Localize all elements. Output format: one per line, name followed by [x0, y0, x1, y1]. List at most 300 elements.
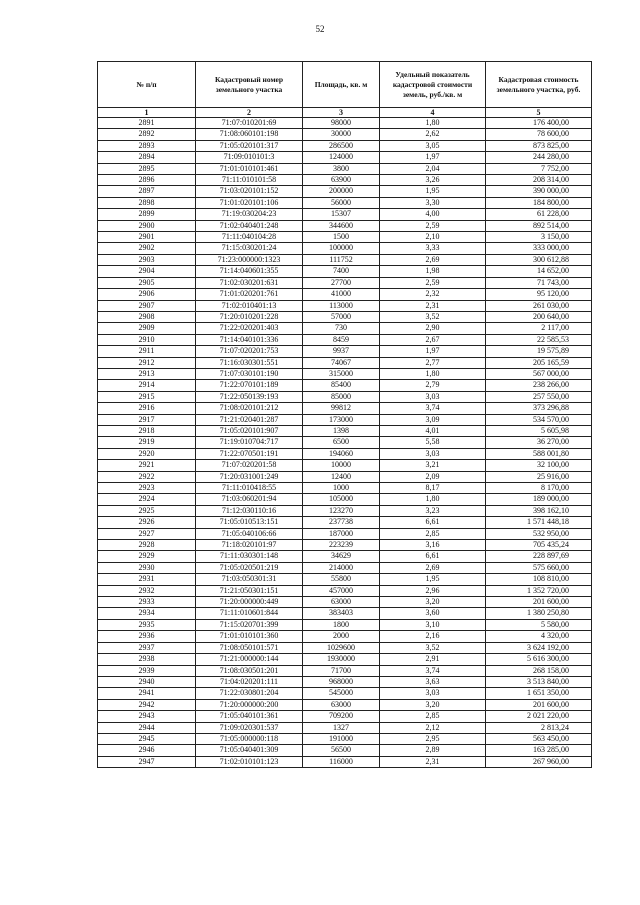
- cell-row-number: 2937: [98, 642, 196, 653]
- cell-area: 56000: [303, 197, 380, 208]
- cell-cadastral-value: 201 600,00: [486, 597, 592, 608]
- cell-row-number: 2926: [98, 517, 196, 528]
- table-row: [98, 619, 592, 630]
- cell-cadastral-value: 201 600,00: [486, 699, 592, 710]
- cell-cadastral-number: 71:22:030801:204: [196, 688, 303, 699]
- cell-row-number: 2928: [98, 540, 196, 551]
- cell-cadastral-value: 300 612,88: [486, 254, 592, 265]
- cell-row-number: 2902: [98, 243, 196, 254]
- cell-row-number: 2925: [98, 505, 196, 516]
- cell-row-number: 2933: [98, 597, 196, 608]
- cell-cadastral-number: 71:09:020301:537: [196, 722, 303, 733]
- cell-area: 56500: [303, 745, 380, 756]
- page-number: 52: [315, 24, 325, 34]
- cell-specific-value: 3,03: [380, 391, 486, 402]
- cell-cadastral-value: 1 651 350,00: [486, 688, 592, 699]
- cell-cadastral-number: 71:20:031001:249: [196, 471, 303, 482]
- cell-row-number: 2920: [98, 448, 196, 459]
- cell-cadastral-value: 257 550,00: [486, 391, 592, 402]
- cell-specific-value: 3,20: [380, 699, 486, 710]
- table-row: [98, 380, 592, 391]
- cell-specific-value: 3,16: [380, 540, 486, 551]
- cell-specific-value: 2,69: [380, 254, 486, 265]
- table-row: [98, 448, 592, 459]
- table-row: [98, 163, 592, 174]
- cell-cadastral-number: 71:05:020101:317: [196, 140, 303, 151]
- cell-specific-value: 3,63: [380, 676, 486, 687]
- cell-area: 124000: [303, 152, 380, 163]
- table-row: [98, 334, 592, 345]
- cell-cadastral-value: 176 400,00: [486, 118, 592, 129]
- cell-row-number: 2910: [98, 334, 196, 345]
- cell-specific-value: 2,96: [380, 585, 486, 596]
- table-row: [98, 483, 592, 494]
- cell-specific-value: 2,10: [380, 232, 486, 243]
- cell-specific-value: 2,31: [380, 756, 486, 767]
- cell-area: 63900: [303, 175, 380, 186]
- column-number: 4: [380, 108, 486, 118]
- cell-specific-value: 1,97: [380, 152, 486, 163]
- cell-cadastral-number: 71:03:060201:94: [196, 494, 303, 505]
- cell-cadastral-number: 71:21:020401:287: [196, 414, 303, 425]
- table-row: [98, 243, 592, 254]
- cell-row-number: 2947: [98, 756, 196, 767]
- cell-area: 34629: [303, 551, 380, 562]
- cell-cadastral-value: 2 021 220,00: [486, 711, 592, 722]
- cell-cadastral-value: 71 743,00: [486, 277, 592, 288]
- cell-cadastral-number: 71:07:010201:69: [196, 118, 303, 129]
- cell-cadastral-number: 71:20:000000:200: [196, 699, 303, 710]
- table-row: [98, 722, 592, 733]
- cell-cadastral-number: 71:05:040401:309: [196, 745, 303, 756]
- cell-cadastral-value: 78 600,00: [486, 129, 592, 140]
- cell-specific-value: 3,05: [380, 140, 486, 151]
- header-specific-value: Удельный показатель кадастровой стоимости земель, руб./кв. м: [380, 62, 486, 108]
- cell-row-number: 2940: [98, 676, 196, 687]
- column-number: 3: [303, 108, 380, 118]
- cell-cadastral-value: 2 813,24: [486, 722, 592, 733]
- cell-cadastral-number: 71:02:030201:631: [196, 277, 303, 288]
- cell-cadastral-value: 373 296,88: [486, 403, 592, 414]
- cell-row-number: 2939: [98, 665, 196, 676]
- table-row: [98, 517, 592, 528]
- table-row: [98, 254, 592, 265]
- cell-specific-value: 2,85: [380, 711, 486, 722]
- cell-row-number: 2938: [98, 654, 196, 665]
- cell-cadastral-number: 71:22:070501:191: [196, 448, 303, 459]
- table-row: [98, 368, 592, 379]
- cell-area: 545000: [303, 688, 380, 699]
- cell-cadastral-value: 205 165,59: [486, 357, 592, 368]
- cell-cadastral-value: 163 285,00: [486, 745, 592, 756]
- table-row: [98, 494, 592, 505]
- cell-cadastral-value: 238 266,00: [486, 380, 592, 391]
- cell-specific-value: 2,77: [380, 357, 486, 368]
- cell-area: 85000: [303, 391, 380, 402]
- cell-row-number: 2896: [98, 175, 196, 186]
- column-number: 5: [486, 108, 592, 118]
- cell-area: 111752: [303, 254, 380, 265]
- cell-cadastral-value: 1 571 448,18: [486, 517, 592, 528]
- cell-cadastral-value: 873 825,00: [486, 140, 592, 151]
- cell-area: 10000: [303, 460, 380, 471]
- cell-cadastral-value: 567 000,00: [486, 368, 592, 379]
- cell-cadastral-value: 19 575,89: [486, 346, 592, 357]
- cell-row-number: 2924: [98, 494, 196, 505]
- cell-specific-value: 2,59: [380, 277, 486, 288]
- cell-cadastral-number: 71:01:010101:461: [196, 163, 303, 174]
- cell-specific-value: 3,10: [380, 619, 486, 630]
- cell-area: 100000: [303, 243, 380, 254]
- cell-row-number: 2943: [98, 711, 196, 722]
- cell-cadastral-value: 3 624 192,00: [486, 642, 592, 653]
- cell-row-number: 2911: [98, 346, 196, 357]
- cell-cadastral-number: 71:18:020101:97: [196, 540, 303, 551]
- cell-cadastral-number: 71:05:040106:66: [196, 528, 303, 539]
- cell-area: 98000: [303, 118, 380, 129]
- cell-cadastral-number: 71:11:030301:148: [196, 551, 303, 562]
- cell-area: 1500: [303, 232, 380, 243]
- cell-area: 12400: [303, 471, 380, 482]
- table-row: [98, 699, 592, 710]
- cell-area: 15307: [303, 209, 380, 220]
- cell-row-number: 2946: [98, 745, 196, 756]
- cell-specific-value: 1,80: [380, 118, 486, 129]
- cell-row-number: 2893: [98, 140, 196, 151]
- cell-cadastral-number: 71:23:000000:1323: [196, 254, 303, 265]
- cell-specific-value: 4,00: [380, 209, 486, 220]
- cell-cadastral-value: 5 605,98: [486, 425, 592, 436]
- cell-specific-value: 3,74: [380, 665, 486, 676]
- cell-cadastral-value: 3 150,00: [486, 232, 592, 243]
- cell-row-number: 2915: [98, 391, 196, 402]
- cell-cadastral-number: 71:08:050101:571: [196, 642, 303, 653]
- cell-cadastral-number: 71:05:020101:907: [196, 425, 303, 436]
- cell-cadastral-number: 71:04:020201:111: [196, 676, 303, 687]
- cell-cadastral-number: 71:01:020101:106: [196, 197, 303, 208]
- table-row: [98, 403, 592, 414]
- cell-row-number: 2927: [98, 528, 196, 539]
- table-row: [98, 585, 592, 596]
- cell-area: 187000: [303, 528, 380, 539]
- cell-row-number: 2931: [98, 574, 196, 585]
- cell-area: 344600: [303, 220, 380, 231]
- cell-specific-value: 5,58: [380, 437, 486, 448]
- cell-area: 3800: [303, 163, 380, 174]
- table-row: [98, 688, 592, 699]
- cell-specific-value: 3,30: [380, 197, 486, 208]
- table-row: [98, 357, 592, 368]
- cell-specific-value: 3,52: [380, 642, 486, 653]
- cell-row-number: 2944: [98, 722, 196, 733]
- table-row: [98, 118, 592, 129]
- cell-specific-value: 6,61: [380, 517, 486, 528]
- cell-cadastral-value: 36 270,00: [486, 437, 592, 448]
- cell-cadastral-value: 14 652,00: [486, 266, 592, 277]
- cell-cadastral-number: 71:22:050139:193: [196, 391, 303, 402]
- table-row: [98, 209, 592, 220]
- cell-cadastral-number: 71:02:040401:248: [196, 220, 303, 231]
- cell-cadastral-value: 25 916,00: [486, 471, 592, 482]
- cell-area: 968000: [303, 676, 380, 687]
- cell-specific-value: 1,97: [380, 346, 486, 357]
- cell-row-number: 2905: [98, 277, 196, 288]
- cell-area: 105000: [303, 494, 380, 505]
- cell-cadastral-value: 244 280,00: [486, 152, 592, 163]
- cell-cadastral-number: 71:09:010101:3: [196, 152, 303, 163]
- cell-row-number: 2908: [98, 311, 196, 322]
- table-row: [98, 654, 592, 665]
- table-row: [98, 197, 592, 208]
- cell-cadastral-number: 71:03:050301:31: [196, 574, 303, 585]
- cell-area: 55800: [303, 574, 380, 585]
- cell-cadastral-number: 71:12:030110:16: [196, 505, 303, 516]
- cell-cadastral-number: 71:19:030204:23: [196, 209, 303, 220]
- table-header-row: [98, 62, 592, 108]
- table-row: [98, 152, 592, 163]
- table-row: [98, 562, 592, 573]
- table-row: [98, 425, 592, 436]
- cell-specific-value: 2,90: [380, 323, 486, 334]
- cell-cadastral-number: 71:15:030201:24: [196, 243, 303, 254]
- table-row: [98, 574, 592, 585]
- cell-specific-value: 6,61: [380, 551, 486, 562]
- cell-cadastral-number: 71:21:000000:144: [196, 654, 303, 665]
- cell-row-number: 2917: [98, 414, 196, 425]
- cell-row-number: 2892: [98, 129, 196, 140]
- table-row: [98, 505, 592, 516]
- cell-cadastral-number: 71:11:010418:55: [196, 483, 303, 494]
- cell-cadastral-number: 71:20:000000:449: [196, 597, 303, 608]
- cell-cadastral-number: 71:02:010101:123: [196, 756, 303, 767]
- table-row: [98, 266, 592, 277]
- cell-row-number: 2918: [98, 425, 196, 436]
- cell-cadastral-number: 71:08:060101:198: [196, 129, 303, 140]
- cell-area: 71700: [303, 665, 380, 676]
- cell-specific-value: 2,16: [380, 631, 486, 642]
- table-row: [98, 551, 592, 562]
- table-row: [98, 175, 592, 186]
- cell-cadastral-value: 1 352 720,00: [486, 585, 592, 596]
- cell-row-number: 2923: [98, 483, 196, 494]
- cell-area: 85400: [303, 380, 380, 391]
- cell-area: 173000: [303, 414, 380, 425]
- table-row: [98, 140, 592, 151]
- cell-cadastral-value: 4 320,00: [486, 631, 592, 642]
- cell-cadastral-value: 200 640,00: [486, 311, 592, 322]
- cell-area: 383403: [303, 608, 380, 619]
- cell-cadastral-number: 71:05:010513:151: [196, 517, 303, 528]
- cell-area: 457000: [303, 585, 380, 596]
- table-row: [98, 528, 592, 539]
- table-row: [98, 311, 592, 322]
- cell-row-number: 2894: [98, 152, 196, 163]
- cell-specific-value: 2,12: [380, 722, 486, 733]
- cell-row-number: 2941: [98, 688, 196, 699]
- cell-area: 63000: [303, 597, 380, 608]
- cell-specific-value: 3,03: [380, 448, 486, 459]
- cell-row-number: 2899: [98, 209, 196, 220]
- cell-cadastral-number: 71:11:010101:58: [196, 175, 303, 186]
- cell-area: 6500: [303, 437, 380, 448]
- cell-cadastral-number: 71:01:020201:761: [196, 289, 303, 300]
- cell-area: 1398: [303, 425, 380, 436]
- table-row: [98, 540, 592, 551]
- cell-specific-value: 2,85: [380, 528, 486, 539]
- cell-area: 123270: [303, 505, 380, 516]
- cell-cadastral-value: 32 100,00: [486, 460, 592, 471]
- cell-area: 116000: [303, 756, 380, 767]
- cell-cadastral-value: 5 580,00: [486, 619, 592, 630]
- cell-specific-value: 3,60: [380, 608, 486, 619]
- table-row: [98, 391, 592, 402]
- cell-cadastral-number: 71:08:020101:212: [196, 403, 303, 414]
- cell-area: 57000: [303, 311, 380, 322]
- cell-cadastral-value: 228 897,69: [486, 551, 592, 562]
- cell-cadastral-value: 333 000,00: [486, 243, 592, 254]
- cell-specific-value: 3,03: [380, 688, 486, 699]
- cell-area: 1800: [303, 619, 380, 630]
- cell-cadastral-number: 71:05:000000:118: [196, 733, 303, 744]
- cell-row-number: 2919: [98, 437, 196, 448]
- cell-cadastral-number: 71:05:040101:361: [196, 711, 303, 722]
- cell-cadastral-value: 892 514,00: [486, 220, 592, 231]
- cell-cadastral-number: 71:01:010101:360: [196, 631, 303, 642]
- cell-row-number: 2921: [98, 460, 196, 471]
- table-row: [98, 471, 592, 482]
- cell-specific-value: 2,04: [380, 163, 486, 174]
- cell-area: 2000: [303, 631, 380, 642]
- cell-specific-value: 3,33: [380, 243, 486, 254]
- table-row: [98, 460, 592, 471]
- cell-area: 41000: [303, 289, 380, 300]
- cell-area: 99812: [303, 403, 380, 414]
- cell-cadastral-number: 71:22:020201:403: [196, 323, 303, 334]
- column-number: 1: [98, 108, 196, 118]
- cell-specific-value: 1,80: [380, 494, 486, 505]
- cell-cadastral-number: 71:16:030301:551: [196, 357, 303, 368]
- cell-row-number: 2914: [98, 380, 196, 391]
- cell-cadastral-value: 208 314,00: [486, 175, 592, 186]
- cell-cadastral-value: 108 810,00: [486, 574, 592, 585]
- cell-specific-value: 1,98: [380, 266, 486, 277]
- table-row: [98, 631, 592, 642]
- header-cadastral-number: Кадастровый номер земельного участка: [196, 62, 303, 108]
- cell-row-number: 2932: [98, 585, 196, 596]
- cell-specific-value: 1,95: [380, 186, 486, 197]
- header-row-number: № п/п: [98, 62, 196, 108]
- table-row: [98, 676, 592, 687]
- table-row: [98, 414, 592, 425]
- cell-cadastral-value: 5 616 300,00: [486, 654, 592, 665]
- cell-row-number: 2945: [98, 733, 196, 744]
- cell-specific-value: 1,80: [380, 368, 486, 379]
- cell-row-number: 2906: [98, 289, 196, 300]
- cell-specific-value: 1,95: [380, 574, 486, 585]
- cell-cadastral-value: 268 158,00: [486, 665, 592, 676]
- cell-cadastral-value: 2 117,00: [486, 323, 592, 334]
- cell-cadastral-value: 532 950,00: [486, 528, 592, 539]
- cell-row-number: 2907: [98, 300, 196, 311]
- cell-cadastral-value: 267 960,00: [486, 756, 592, 767]
- cell-area: 191000: [303, 733, 380, 744]
- cell-row-number: 2903: [98, 254, 196, 265]
- cell-cadastral-number: 71:11:010601:844: [196, 608, 303, 619]
- cell-specific-value: 3,52: [380, 311, 486, 322]
- cell-specific-value: 8,17: [380, 483, 486, 494]
- cell-cadastral-number: 71:03:020101:152: [196, 186, 303, 197]
- cell-cadastral-number: 71:19:010704:717: [196, 437, 303, 448]
- cell-row-number: 2891: [98, 118, 196, 129]
- cell-row-number: 2913: [98, 368, 196, 379]
- cell-cadastral-value: 184 800,00: [486, 197, 592, 208]
- table-row: [98, 346, 592, 357]
- cell-row-number: 2935: [98, 619, 196, 630]
- cell-cadastral-number: 71:08:030501:201: [196, 665, 303, 676]
- cell-area: 237738: [303, 517, 380, 528]
- cell-row-number: 2934: [98, 608, 196, 619]
- cell-row-number: 2942: [98, 699, 196, 710]
- cell-cadastral-number: 71:20:010201:228: [196, 311, 303, 322]
- table-row: [98, 277, 592, 288]
- cell-cadastral-number: 71:21:050301:151: [196, 585, 303, 596]
- cell-row-number: 2900: [98, 220, 196, 231]
- cell-area: 1930000: [303, 654, 380, 665]
- cell-row-number: 2922: [98, 471, 196, 482]
- table-row: [98, 186, 592, 197]
- cell-cadastral-number: 71:07:020201:58: [196, 460, 303, 471]
- table-row: [98, 733, 592, 744]
- cell-area: 63000: [303, 699, 380, 710]
- cell-area: 194060: [303, 448, 380, 459]
- cadastral-value-table: [97, 61, 592, 768]
- cell-area: 315000: [303, 368, 380, 379]
- cell-cadastral-value: 398 162,10: [486, 505, 592, 516]
- cell-specific-value: 2,69: [380, 562, 486, 573]
- cell-cadastral-value: 61 228,00: [486, 209, 592, 220]
- cell-area: 200000: [303, 186, 380, 197]
- cell-cadastral-number: 71:07:020201:753: [196, 346, 303, 357]
- cell-specific-value: 3,09: [380, 414, 486, 425]
- cell-row-number: 2904: [98, 266, 196, 277]
- cell-cadastral-number: 71:14:040101:336: [196, 334, 303, 345]
- table-row: [98, 642, 592, 653]
- cell-row-number: 2897: [98, 186, 196, 197]
- cell-area: 30000: [303, 129, 380, 140]
- cell-area: 7400: [303, 266, 380, 277]
- cell-cadastral-value: 563 450,00: [486, 733, 592, 744]
- table-row: [98, 129, 592, 140]
- cell-cadastral-number: 71:02:010401:13: [196, 300, 303, 311]
- cell-area: 113000: [303, 300, 380, 311]
- table-row: [98, 220, 592, 231]
- cell-cadastral-value: 3 513 840,00: [486, 676, 592, 687]
- table-row: [98, 232, 592, 243]
- cell-specific-value: 3,20: [380, 597, 486, 608]
- cell-specific-value: 3,74: [380, 403, 486, 414]
- column-number: 2: [196, 108, 303, 118]
- cell-cadastral-value: 534 570,00: [486, 414, 592, 425]
- cell-cadastral-number: 71:15:020701:399: [196, 619, 303, 630]
- cell-cadastral-value: 705 435,24: [486, 540, 592, 551]
- cell-area: 286500: [303, 140, 380, 151]
- cell-specific-value: 3,23: [380, 505, 486, 516]
- table-row: [98, 608, 592, 619]
- cell-area: 9937: [303, 346, 380, 357]
- table-row: [98, 300, 592, 311]
- cell-area: 8459: [303, 334, 380, 345]
- table-row: [98, 323, 592, 334]
